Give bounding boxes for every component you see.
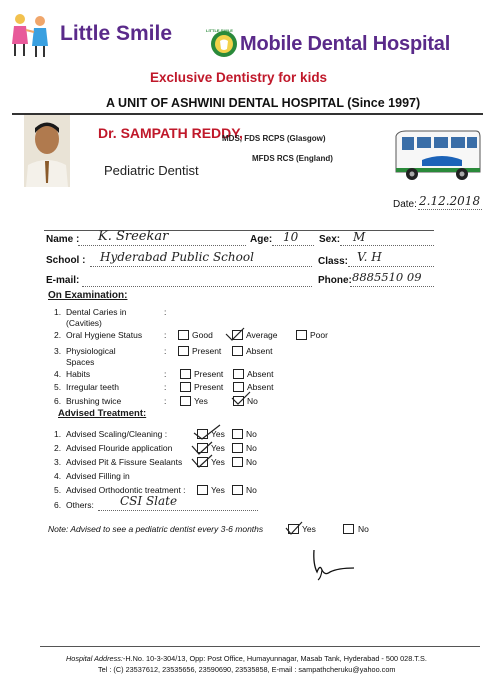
scaling-yes-check-mark [192,423,222,441]
advised-2-num: 2. [54,443,62,453]
brand-mobile-dental: Mobile Dental Hospital [240,33,451,55]
sealants-no-label: No [246,457,257,467]
irregular-present-label: Present [194,382,224,392]
flouride-no-checkbox[interactable] [232,443,243,453]
class-label: Class: [318,256,349,267]
advised-1-num: 1. [54,429,62,439]
exam-2-label: Oral Hygiene Status [66,330,143,340]
kids-illustration [8,10,56,60]
age-underline [272,245,314,246]
doctor-photo [24,115,70,187]
class-value[interactable]: V. H [357,250,382,264]
hygiene-average-label: Average [246,330,278,340]
doctor-name: Dr. SAMPATH REDDY, [98,125,243,141]
advised-5-num: 5. [54,485,62,495]
footer-address [66,654,427,663]
exam-1-colon: : [164,307,167,317]
date-label: Date: [393,199,417,210]
irregular-present-checkbox[interactable] [180,382,191,392]
class-underline [348,266,434,267]
patient-section [0,220,495,290]
age-label: Age: [250,234,273,245]
note-text: Note: Advised to see a pediatric dentist every 3-6 months [48,524,264,534]
header [0,0,495,215]
hygiene-good-label: Good [192,330,213,340]
header-divider [12,113,483,115]
exam-2-num: 2. [54,330,62,340]
advised-4-num: 4. [54,471,62,481]
ortho-no-label: No [246,485,257,495]
footer-rule [40,646,480,647]
exam-1-label-2: (Cavities) [66,318,102,328]
scaling-no-label: No [246,429,257,439]
others-underline [98,510,258,511]
school-value[interactable]: Hyderabad Public School [100,250,254,264]
doctor-quals-2: MFDS RCS (England) [252,154,333,163]
clinic-logo [210,30,238,58]
exam-1-label: Dental Caries in [66,307,127,317]
advised-6-num: 6. [54,500,62,510]
exam-5-colon: : [164,382,167,392]
mobile-clinic-bus [392,128,482,186]
habits-absent-checkbox[interactable] [233,369,244,379]
footer-address-label: Hospital Address: [66,654,123,663]
exam-6-colon: : [164,396,167,406]
exam-3-label-2: Spaces [66,357,95,367]
ortho-no-checkbox[interactable] [232,485,243,495]
scaling-yes-label: Yes [211,429,225,439]
footer-contact: Tel : (C) 23537612, 23535656, 23590690, 23535858, E-mail : sampathcheruku@yahoo.com [98,665,396,674]
school-label: School : [46,255,86,266]
brushing-yes-label: Yes [194,396,208,406]
flouride-yes-label: Yes [211,443,225,453]
email-label: E-mail: [46,275,80,286]
date-underline [418,209,482,210]
exam-3-colon: : [164,346,167,356]
note-yes-check-mark [284,520,304,536]
ortho-yes-label: Yes [211,485,225,495]
spaces-absent-checkbox[interactable] [232,346,243,356]
email-underline [82,286,312,287]
advised-2-label: Advised Flouride application [66,443,173,453]
school-underline [90,266,312,267]
hygiene-poor-label: Poor [310,330,328,340]
brushing-no-label: No [247,396,258,406]
doctor-title: Pediatric Dentist [104,163,199,178]
name-label: Name : [46,234,80,245]
sealants-yes-label: Yes [211,457,225,467]
sealants-no-checkbox[interactable] [232,457,243,467]
note-yes-label: Yes [302,524,316,534]
exam-5-label: Irregular teeth [66,382,119,392]
note-row [0,520,495,540]
date-value: 2.12.2018 [419,194,481,208]
footer-address-text: -H.No. 10-3-304/13, Opp: Post Office, Humayunnagar, Masab Tank, Hyderabad - 500 028.T.S. [122,654,427,663]
average-check-mark [224,326,246,342]
irregular-absent-label: Absent [247,382,274,392]
advised-heading: Advised Treatment: [58,408,147,419]
name-value[interactable]: K. Sreekar [98,229,169,244]
advised-6-label: Others: [66,500,94,510]
brand-little-smile: Little Smile [60,22,173,45]
exam-heading: On Examination: [48,290,128,301]
phone-label: Phone: [318,275,352,286]
doctor-signature [308,546,360,582]
habits-absent-label: Absent [247,369,274,379]
flouride-no-label: No [246,443,257,453]
hygiene-poor-checkbox[interactable] [296,330,307,340]
footer [0,646,495,700]
advised-3-label: Advised Pit & Fissure Sealants [66,457,183,467]
advised-1-label: Advised Scaling/Cleaning : [66,429,168,439]
brushing-yes-checkbox[interactable] [180,396,191,406]
spaces-present-label: Present [192,346,222,356]
exam-5-num: 5. [54,382,62,392]
scaling-no-checkbox[interactable] [232,429,243,439]
brushing-no-check-mark [230,390,252,406]
exam-4-label: Habits [66,369,91,379]
exam-6-label: Brushing twice [66,396,122,406]
logo-caption: LITTLE SMILE [206,28,233,33]
sex-label: Sex: [319,234,341,245]
sex-underline [340,245,434,246]
unit-line: A UNIT OF ASHWINI DENTAL HOSPITAL (Since 1997) [106,96,421,110]
exam-4-colon: : [164,369,167,379]
name-underline [78,245,246,246]
exam-3-num: 3. [54,346,62,356]
advised-5-label: Advised Orthodontic treatment : [66,485,186,495]
exam-1-num: 1. [54,307,62,317]
ortho-yes-checkbox[interactable] [197,485,208,495]
exam-3-label: Physiological [66,346,116,356]
advised-section [0,408,495,518]
advised-3-num: 3. [54,457,62,467]
tagline: Exclusive Dentistry for kids [150,70,328,85]
others-value[interactable]: CSI Slate [120,494,178,508]
habits-present-checkbox[interactable] [180,369,191,379]
phone-underline [350,286,434,287]
exam-section [0,290,495,415]
habits-present-label: Present [194,369,224,379]
phone-value[interactable]: 8885510 09 [352,270,422,284]
advised-4-label: Advised Filling in [66,471,130,481]
hygiene-good-checkbox[interactable] [178,330,189,340]
spaces-present-checkbox[interactable] [178,346,189,356]
exam-6-num: 6. [54,396,62,406]
exam-4-num: 4. [54,369,62,379]
note-no-checkbox[interactable] [343,524,354,534]
sex-value[interactable]: M [353,230,366,244]
spaces-absent-label: Absent [246,346,273,356]
exam-2-colon: : [164,330,167,340]
note-no-label: No [358,524,369,534]
doctor-quals-1: MDS, FDS RCPS (Glasgow) [222,134,326,143]
age-value[interactable]: 10 [283,230,299,244]
sealants-yes-check-mark [190,453,214,469]
